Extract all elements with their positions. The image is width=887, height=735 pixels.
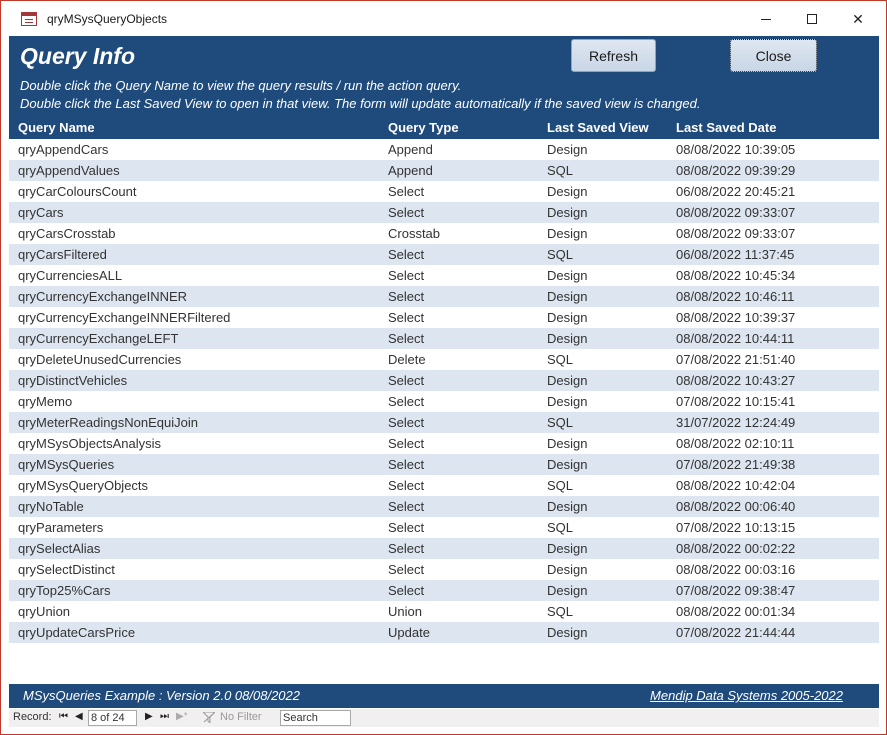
- saved-view-cell[interactable]: Design: [547, 394, 588, 409]
- query-type-cell: Select: [388, 541, 425, 556]
- saved-date-cell: 08/08/2022 00:06:40: [676, 499, 796, 514]
- query-type-cell: Select: [388, 520, 425, 535]
- table-row[interactable]: [9, 160, 879, 181]
- saved-view-cell[interactable]: SQL: [547, 478, 574, 493]
- saved-date-cell: 08/08/2022 09:33:07: [676, 205, 796, 220]
- saved-view-cell[interactable]: Design: [547, 142, 588, 157]
- saved-view-cell[interactable]: SQL: [547, 163, 574, 178]
- query-name-cell[interactable]: qryCarColoursCount: [18, 184, 137, 199]
- title-bar[interactable]: [1, 1, 886, 37]
- no-filter-button[interactable]: No Filter: [220, 711, 262, 723]
- query-type-cell: Select: [388, 457, 425, 472]
- table-row[interactable]: [9, 454, 879, 475]
- table-row[interactable]: [9, 391, 879, 412]
- query-name-cell[interactable]: qryMSysQueries: [18, 457, 115, 472]
- table-row[interactable]: [9, 496, 879, 517]
- query-name-cell[interactable]: qrySelectAlias: [18, 541, 101, 556]
- table-row[interactable]: [9, 223, 879, 244]
- query-name-cell[interactable]: qryCurrencyExchangeLEFT: [18, 331, 179, 346]
- saved-date-cell: 07/08/2022 10:13:15: [676, 520, 796, 535]
- record-navigation-bar: [9, 709, 879, 727]
- query-type-cell: Select: [388, 478, 425, 493]
- saved-view-cell[interactable]: SQL: [547, 604, 574, 619]
- filter-icon: [203, 712, 215, 723]
- table-row[interactable]: [9, 286, 879, 307]
- query-type-cell: Select: [388, 499, 425, 514]
- table-row[interactable]: [9, 349, 879, 370]
- query-type-cell: Select: [388, 205, 425, 220]
- table-row[interactable]: [9, 139, 879, 160]
- query-info-form: [9, 36, 879, 708]
- column-header-last-saved-date: Last Saved Date: [676, 120, 777, 135]
- instruction-query-name: Double click the Query Name to view the query results / run the action query.: [20, 78, 462, 93]
- query-name-cell[interactable]: qryDeleteUnusedCurrencies: [18, 352, 182, 367]
- column-header-last-saved-view: Last Saved View: [547, 120, 649, 135]
- query-type-cell: Append: [388, 142, 433, 157]
- form-header: [9, 36, 879, 139]
- last-record-icon[interactable]: ⏭: [160, 711, 169, 722]
- query-name-cell[interactable]: qryMemo: [18, 394, 73, 409]
- query-type-cell: Select: [388, 415, 425, 430]
- column-header-query-name: Query Name: [18, 120, 95, 135]
- query-type-cell: Select: [388, 184, 425, 199]
- query-name-cell[interactable]: qryUnion: [18, 604, 71, 619]
- close-icon: ✕: [852, 10, 864, 27]
- query-type-cell: Select: [388, 436, 425, 451]
- saved-view-cell[interactable]: SQL: [547, 247, 574, 262]
- saved-view-cell[interactable]: Design: [547, 289, 588, 304]
- query-list: [9, 139, 879, 643]
- first-record-icon[interactable]: ⏮: [59, 711, 68, 722]
- saved-date-cell: 08/08/2022 10:39:05: [676, 142, 796, 157]
- saved-view-cell[interactable]: Design: [547, 373, 588, 388]
- saved-date-cell: 06/08/2022 11:37:45: [676, 247, 795, 262]
- query-type-cell: Append: [388, 163, 433, 178]
- saved-date-cell: 08/08/2022 10:42:04: [676, 478, 796, 493]
- saved-date-cell: 08/08/2022 02:10:11: [676, 436, 795, 451]
- query-type-cell: Update: [388, 625, 430, 640]
- query-name-cell[interactable]: qryUpdateCarsPrice: [18, 625, 136, 640]
- minimize-button[interactable]: [743, 1, 789, 37]
- saved-view-cell[interactable]: SQL: [547, 520, 574, 535]
- query-name-cell[interactable]: qryParameters: [18, 520, 104, 535]
- query-name-cell[interactable]: qryCars: [18, 205, 64, 220]
- query-type-cell: Crosstab: [388, 226, 441, 241]
- form-icon: [21, 12, 37, 26]
- saved-view-cell[interactable]: Design: [547, 457, 588, 472]
- saved-view-cell[interactable]: Design: [547, 625, 588, 640]
- record-label: Record:: [13, 711, 52, 723]
- new-record-icon[interactable]: ▶*: [176, 711, 188, 722]
- refresh-button[interactable]: Refresh: [571, 39, 656, 72]
- close-button[interactable]: Close: [730, 39, 817, 72]
- query-type-cell: Select: [388, 289, 425, 304]
- saved-view-cell[interactable]: SQL: [547, 352, 574, 367]
- query-type-cell: Select: [388, 247, 425, 262]
- version-text: MSysQueries Example : Version 2.0 08/08/2022: [23, 688, 300, 703]
- saved-date-cell: 08/08/2022 10:39:37: [676, 310, 796, 325]
- query-name-cell[interactable]: qryMSysQueryObjects: [18, 478, 149, 493]
- saved-view-cell[interactable]: Design: [547, 562, 588, 577]
- window-title: qryMSysQueryObjects: [47, 12, 168, 26]
- table-row[interactable]: [9, 370, 879, 391]
- table-row[interactable]: [9, 181, 879, 202]
- saved-date-cell: 08/08/2022 00:01:34: [676, 604, 796, 619]
- next-record-icon[interactable]: ▶: [145, 711, 153, 722]
- saved-date-cell: 07/08/2022 21:44:44: [676, 625, 796, 640]
- query-name-cell[interactable]: qrySelectDistinct: [18, 562, 115, 577]
- query-name-cell[interactable]: qryCarsFiltered: [18, 247, 107, 262]
- saved-date-cell: 08/08/2022 10:46:11: [676, 289, 795, 304]
- table-row[interactable]: [9, 202, 879, 223]
- table-row[interactable]: [9, 601, 879, 622]
- table-row[interactable]: [9, 559, 879, 580]
- saved-view-cell[interactable]: Design: [547, 541, 588, 556]
- saved-date-cell: 08/08/2022 00:02:22: [676, 541, 796, 556]
- saved-view-cell[interactable]: Design: [547, 268, 588, 283]
- table-row[interactable]: [9, 475, 879, 496]
- query-name-cell[interactable]: qryTop25%Cars: [18, 583, 111, 598]
- close-window-button[interactable]: [835, 1, 881, 37]
- query-name-cell[interactable]: qryDistinctVehicles: [18, 373, 128, 388]
- saved-date-cell: 07/08/2022 21:51:40: [676, 352, 796, 367]
- search-input[interactable]: Search: [280, 710, 351, 726]
- query-name-cell[interactable]: qryMSysObjectsAnalysis: [18, 436, 162, 451]
- saved-date-cell: 08/08/2022 09:33:07: [676, 226, 796, 241]
- query-type-cell: Delete: [388, 352, 426, 367]
- table-row[interactable]: [9, 622, 879, 643]
- saved-date-cell: 08/08/2022 00:03:16: [676, 562, 796, 577]
- saved-view-cell[interactable]: Design: [547, 226, 588, 241]
- saved-view-cell[interactable]: Design: [547, 499, 588, 514]
- query-name-cell[interactable]: qryCarsCrosstab: [18, 226, 116, 241]
- table-row[interactable]: [9, 328, 879, 349]
- saved-date-cell: 31/07/2022 12:24:49: [676, 415, 796, 430]
- saved-date-cell: 07/08/2022 09:38:47: [676, 583, 796, 598]
- company-link[interactable]: Mendip Data Systems 2005-2022: [650, 688, 843, 703]
- query-type-cell: Select: [388, 394, 425, 409]
- saved-view-cell[interactable]: Design: [547, 184, 588, 199]
- query-type-cell: Select: [388, 331, 425, 346]
- saved-date-cell: 06/08/2022 20:45:21: [676, 184, 796, 199]
- query-name-cell[interactable]: qryMeterReadingsNonEquiJoin: [18, 415, 198, 430]
- saved-date-cell: 08/08/2022 10:43:27: [676, 373, 796, 388]
- saved-view-cell[interactable]: Design: [547, 436, 588, 451]
- saved-date-cell: 07/08/2022 10:15:41: [676, 394, 796, 409]
- table-row[interactable]: [9, 580, 879, 601]
- table-row[interactable]: [9, 265, 879, 286]
- query-name-cell[interactable]: qryCurrencyExchangeINNER: [18, 289, 188, 304]
- table-row[interactable]: [9, 244, 879, 265]
- query-name-cell[interactable]: qryAppendValues: [18, 163, 120, 178]
- current-record-input[interactable]: 8 of 24: [88, 710, 137, 726]
- table-row[interactable]: [9, 538, 879, 559]
- instruction-saved-view: Double click the Last Saved View to open in that view. The form will update automatically if the saved view is changed.: [20, 96, 701, 111]
- maximize-icon: [807, 14, 817, 24]
- saved-view-cell[interactable]: Design: [547, 331, 588, 346]
- saved-view-cell[interactable]: SQL: [547, 415, 574, 430]
- saved-date-cell: 07/08/2022 21:49:38: [676, 457, 796, 472]
- table-row[interactable]: [9, 433, 879, 454]
- query-name-cell[interactable]: qryNoTable: [18, 499, 84, 514]
- query-name-cell[interactable]: qryCurrenciesALL: [18, 268, 123, 283]
- table-row[interactable]: [9, 307, 879, 328]
- saved-view-cell[interactable]: Design: [547, 310, 588, 325]
- minimize-icon: [761, 19, 771, 20]
- form-footer: [9, 684, 879, 708]
- query-type-cell: Select: [388, 583, 425, 598]
- column-header-query-type: Query Type: [388, 120, 459, 135]
- previous-record-icon[interactable]: ◀: [75, 711, 83, 722]
- maximize-button[interactable]: [789, 1, 835, 37]
- saved-view-cell[interactable]: Design: [547, 583, 588, 598]
- query-type-cell: Select: [388, 562, 425, 577]
- query-name-cell[interactable]: qryCurrencyExchangeINNERFiltered: [18, 310, 231, 325]
- saved-date-cell: 08/08/2022 09:39:29: [676, 163, 796, 178]
- table-row[interactable]: [9, 412, 879, 433]
- saved-view-cell[interactable]: Design: [547, 205, 588, 220]
- query-type-cell: Union: [388, 604, 422, 619]
- form-title: Query Info: [20, 43, 136, 69]
- query-name-cell[interactable]: qryAppendCars: [18, 142, 109, 157]
- saved-date-cell: 08/08/2022 10:44:11: [676, 331, 795, 346]
- query-type-cell: Select: [388, 373, 425, 388]
- table-row[interactable]: [9, 517, 879, 538]
- saved-date-cell: 08/08/2022 10:45:34: [676, 268, 796, 283]
- query-type-cell: Select: [388, 310, 425, 325]
- query-type-cell: Select: [388, 268, 425, 283]
